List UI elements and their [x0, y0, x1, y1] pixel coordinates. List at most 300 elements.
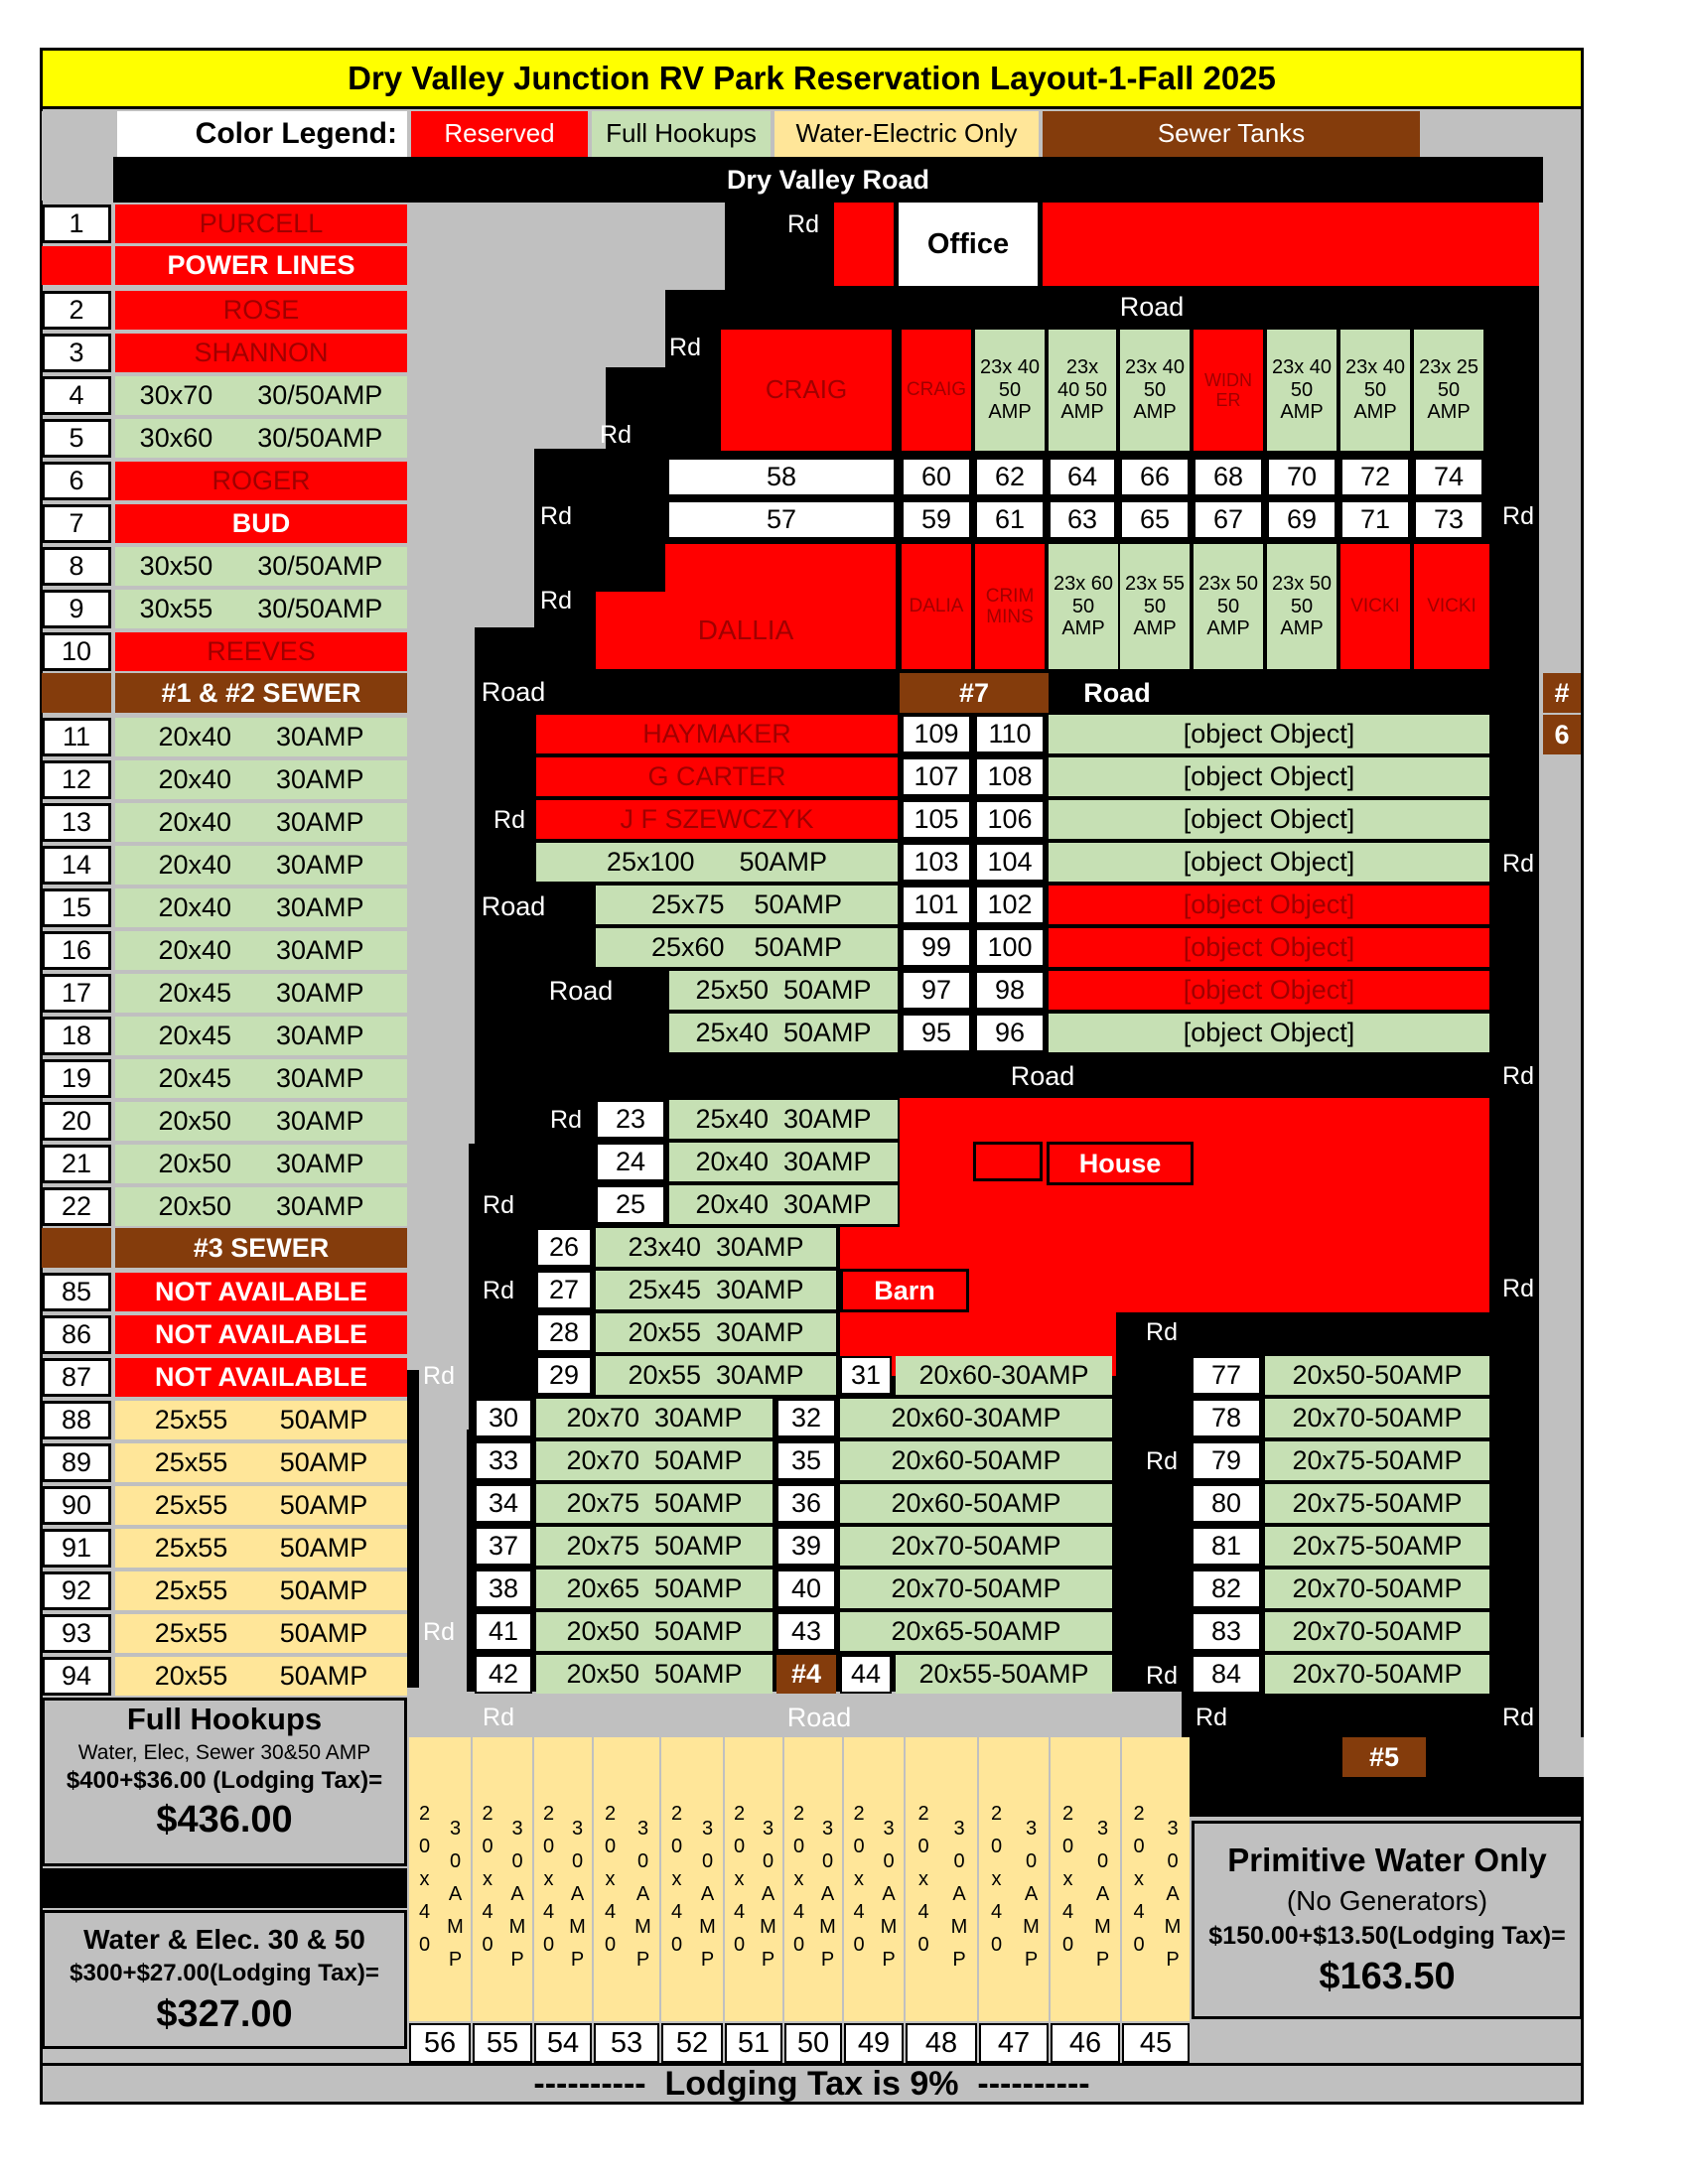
site-number[interactable]: 64 — [1049, 458, 1116, 496]
primitive-site-strip[interactable] — [534, 1737, 592, 2021]
power-lines: POWER LINES — [115, 246, 407, 285]
primitive-size: 2 0 x 4 0 — [733, 1802, 746, 1956]
primitive-size: 2 0 x 4 0 — [482, 1802, 493, 1956]
site-lower[interactable]: 20x65 50AMP — [536, 1570, 773, 1608]
reserved-block-top — [1043, 203, 1539, 286]
site-lower-right[interactable]: 20x75-50AMP — [1265, 1527, 1489, 1566]
primitive-amp: 3 0 A M P — [1023, 1817, 1040, 1971]
primitive-size: 2 0 x 4 0 — [542, 1802, 555, 1956]
site-number[interactable]: 31 — [840, 1356, 892, 1395]
price-full-calc: $400+$36.00 (Lodging Tax)= — [66, 1767, 383, 1795]
site-lower[interactable]: 20x40 30AMP — [669, 1143, 898, 1181]
site-number[interactable]: 74 — [1414, 458, 1483, 496]
site-lower-right[interactable]: 20x70-50AMP — [1265, 1612, 1489, 1651]
site-number: 11 — [42, 718, 111, 756]
primitive-amp: 3 0 A M P — [508, 1817, 526, 1971]
site-right[interactable]: [object Object] — [1049, 971, 1489, 1010]
site-lower[interactable]: 20x50 50AMP — [536, 1655, 773, 1694]
site-spec[interactable]: 23x 40 50 AMP — [1340, 330, 1410, 451]
site-number[interactable]: 81 — [1192, 1527, 1261, 1566]
site-number[interactable]: 57 — [667, 500, 896, 539]
site-number[interactable]: 97 — [902, 971, 971, 1010]
site-number[interactable]: 72 — [1340, 458, 1410, 496]
primitive-size: 2 0 x 4 0 — [418, 1802, 431, 1956]
dry-valley-road: Dry Valley Road — [113, 157, 1543, 203]
site-number[interactable]: 54 — [534, 2023, 592, 2063]
site-22[interactable]: 20x50 30AMP — [115, 1187, 407, 1226]
site-number: 16 — [42, 931, 111, 970]
site-number[interactable]: 58 — [667, 458, 896, 496]
road-rd-label: Rd — [540, 502, 572, 530]
site-number[interactable]: 108 — [975, 757, 1045, 796]
site-number[interactable]: 71 — [1340, 500, 1410, 539]
road-label: Road — [786, 1702, 852, 1732]
site-right[interactable]: [object Object] — [1049, 715, 1489, 753]
site-lower[interactable]: 25x40 30AMP — [669, 1100, 898, 1139]
road-rd-label: Rd — [1502, 1062, 1534, 1090]
site-92[interactable]: 25x55 50AMP — [115, 1571, 407, 1610]
site-number[interactable]: 55 — [473, 2023, 532, 2063]
site-12[interactable]: 20x40 30AMP — [115, 760, 407, 799]
site-16[interactable]: 20x40 30AMP — [115, 931, 407, 970]
site-number[interactable]: 42 — [475, 1655, 532, 1694]
sewer-3: #3 SEWER — [115, 1228, 407, 1268]
site-right[interactable]: [object Object] — [1049, 843, 1489, 882]
primitive-size: 2 0 x 4 0 — [604, 1802, 617, 1956]
site-number: 5 — [42, 419, 111, 458]
site-8[interactable]: 30x50 30/50AMP — [115, 547, 407, 586]
site-widner[interactable]: WIDN ER — [1194, 330, 1263, 451]
site-5[interactable]: 30x60 30/50AMP — [115, 419, 407, 458]
road-rd-label: Rd — [1502, 1704, 1534, 1731]
bg-stair-e — [407, 409, 606, 449]
full-hookups-price-box — [42, 1698, 407, 1866]
site-number: 86 — [42, 1315, 111, 1354]
road-behind-pricing — [42, 1868, 407, 1908]
site-number[interactable]: 36 — [776, 1484, 836, 1523]
site-number: 7 — [42, 504, 111, 543]
primitive-price-box — [1192, 1821, 1583, 2019]
site-number: 93 — [42, 1614, 111, 1653]
site-number[interactable]: 79 — [1192, 1441, 1261, 1480]
primitive-size: 2 0 x 4 0 — [990, 1802, 1003, 1956]
price-full-sub: Water, Elec, Sewer 30&50 AMP — [77, 1740, 371, 1764]
site-dalia-small[interactable]: DALIA — [902, 544, 971, 669]
road-rd-label: Rd — [483, 1277, 514, 1304]
dallia-top — [665, 544, 896, 592]
site-lower[interactable]: 20x65-50AMP — [840, 1612, 1112, 1651]
house-small-box — [973, 1142, 1043, 1181]
site-10[interactable]: REEVES — [115, 632, 407, 671]
site-number[interactable]: 66 — [1120, 458, 1190, 496]
site-number[interactable]: 99 — [902, 928, 971, 967]
site-lower[interactable]: 25x45 30AMP — [596, 1271, 836, 1309]
primitive-amp: 3 0 A M P — [634, 1817, 651, 1971]
site-4[interactable]: 30x70 30/50AMP — [115, 376, 407, 415]
site-number: 17 — [42, 974, 111, 1013]
site-crimmins[interactable]: CRIM MINS — [975, 544, 1045, 669]
site-number: 9 — [42, 590, 111, 628]
primitive-amp: 3 0 A M P — [447, 1817, 464, 1971]
site-spec[interactable]: 23x 60 50 AMP — [1049, 544, 1118, 669]
site-number[interactable]: 68 — [1194, 458, 1263, 496]
site-6[interactable]: ROGER — [115, 462, 407, 500]
site-number: 21 — [42, 1145, 111, 1183]
road-rd-label: Rd — [1196, 1704, 1227, 1731]
site-number: 6 — [42, 462, 111, 500]
site-spec[interactable]: 23x 50 50 AMP — [1267, 544, 1336, 669]
site-89[interactable]: 25x55 50AMP — [115, 1443, 407, 1482]
primitive-site-strip[interactable] — [725, 1737, 782, 2021]
site-lower-right[interactable]: 20x70-50AMP — [1265, 1399, 1489, 1437]
site-number[interactable]: 50 — [784, 2023, 842, 2063]
site-spec[interactable]: 23x 40 50 AMP — [1049, 330, 1116, 451]
road-rd-label: Rd — [483, 1704, 514, 1731]
site-number[interactable]: 45 — [1122, 2023, 1190, 2063]
site-number[interactable]: 46 — [1051, 2023, 1120, 2063]
road-rd-label: Rd — [1146, 1662, 1178, 1690]
site-lower[interactable]: 20x70-50AMP — [840, 1527, 1112, 1566]
site-number[interactable]: 83 — [1192, 1612, 1261, 1651]
legend-full-hookups: Full Hookups — [592, 111, 771, 157]
site-number[interactable]: 70 — [1267, 458, 1336, 496]
site-19[interactable]: 20x45 30AMP — [115, 1059, 407, 1098]
site-14[interactable]: 20x40 30AMP — [115, 846, 407, 885]
primitive-site-strip[interactable] — [844, 1737, 904, 2021]
site-haymaker[interactable]: HAYMAKER — [536, 715, 898, 753]
site-craig[interactable]: CRAIG — [721, 330, 892, 451]
site-number[interactable]: 110 — [975, 715, 1045, 753]
site-number[interactable]: 77 — [1192, 1356, 1261, 1395]
site-number: 8 — [42, 547, 111, 586]
site-number[interactable]: 59 — [902, 500, 971, 539]
site-number[interactable]: 34 — [475, 1484, 532, 1523]
site-right[interactable]: [object Object] — [1049, 1014, 1489, 1052]
site-spec[interactable]: 23x 40 50 AMP — [1120, 330, 1190, 451]
site-number[interactable]: 103 — [902, 843, 971, 882]
site-number[interactable]: 62 — [975, 458, 1045, 496]
site-spec[interactable]: 23x 55 50 AMP — [1120, 544, 1190, 669]
site-right[interactable]: [object Object] — [1049, 800, 1489, 839]
sewer-1-2-gap — [42, 673, 111, 713]
primitive-amp: 3 0 A M P — [950, 1817, 968, 1971]
site-21[interactable]: 20x50 30AMP — [115, 1145, 407, 1183]
site-lower[interactable]: 20x75 50AMP — [536, 1484, 773, 1523]
site-1[interactable]: PURCELL — [115, 205, 407, 243]
bg-corner — [1539, 1737, 1584, 1777]
price-prim-calc: $150.00+$13.50(Lodging Tax)= — [1208, 1921, 1566, 1950]
site-number[interactable]: 23 — [596, 1100, 665, 1139]
road-bottom-right — [1186, 1777, 1583, 1817]
road-rd-label: Rd — [483, 1191, 514, 1219]
site-number[interactable]: 49 — [844, 2023, 904, 2063]
road-rd-label: Rd — [787, 210, 819, 238]
site-lower[interactable]: 20x55 30AMP — [596, 1356, 836, 1395]
site-number[interactable]: 104 — [975, 843, 1045, 882]
site-number: 14 — [42, 846, 111, 885]
site-right[interactable]: [object Object] — [1049, 886, 1489, 924]
site-number[interactable]: 67 — [1194, 500, 1263, 539]
legend-sewer-tanks: Sewer Tanks — [1043, 111, 1420, 157]
site-szewczyk[interactable]: J F SZEWCZYK — [536, 800, 898, 839]
primitive-site-strip[interactable] — [473, 1737, 532, 2021]
site-number[interactable]: 53 — [594, 2023, 659, 2063]
site-number[interactable]: 63 — [1049, 500, 1116, 539]
road-rd-label: Rd — [1146, 1318, 1178, 1346]
site-number[interactable]: 61 — [975, 500, 1045, 539]
site-lower[interactable]: 23x40 30AMP — [596, 1228, 836, 1267]
site-number[interactable]: 28 — [536, 1313, 592, 1352]
bg-stair-k — [407, 627, 475, 1144]
site-number[interactable]: 43 — [776, 1612, 836, 1651]
site-number[interactable]: 40 — [776, 1570, 836, 1608]
bg-stair-b — [407, 278, 665, 328]
site-dallia[interactable]: DALLIA — [596, 592, 896, 669]
site-number[interactable]: 109 — [902, 715, 971, 753]
primitive-size: 2 0 x 4 0 — [917, 1802, 929, 1956]
primitive-site-strip[interactable] — [661, 1737, 723, 2021]
road-rd-label: Rd — [600, 421, 632, 449]
site-number: 1 — [42, 205, 111, 243]
bg-stair-a — [407, 203, 725, 278]
primitive-amp: 3 0 A M P — [569, 1817, 586, 1971]
site-number[interactable]: 48 — [906, 2023, 977, 2063]
power-lines-gap — [42, 246, 111, 285]
site-number[interactable]: 84 — [1192, 1655, 1261, 1694]
site-lower[interactable]: 20x40 30AMP — [669, 1185, 898, 1224]
site-right[interactable]: [object Object] — [1049, 928, 1489, 967]
sewer-1-2: #1 & #2 SEWER — [115, 673, 407, 713]
site-lower[interactable]: 20x60-50AMP — [840, 1441, 1112, 1480]
site-lower-right[interactable]: 20x70-50AMP — [1265, 1570, 1489, 1608]
primitive-site-strip[interactable] — [1051, 1737, 1120, 2021]
primitive-size: 2 0 x 4 0 — [670, 1802, 683, 1956]
primitive-site-strip[interactable] — [594, 1737, 659, 2021]
site-number[interactable]: 65 — [1120, 500, 1190, 539]
site-lower[interactable]: 20x55-50AMP — [896, 1655, 1112, 1694]
site-number: 20 — [42, 1102, 111, 1141]
site-number: 19 — [42, 1059, 111, 1098]
road-label: Road — [1010, 1060, 1075, 1091]
primitive-amp: 3 0 A M P — [1164, 1817, 1182, 1971]
site-lower[interactable]: 20x70 50AMP — [536, 1441, 773, 1480]
site-vicki[interactable]: VICKI — [1340, 544, 1410, 669]
site-number[interactable]: 107 — [902, 757, 971, 796]
lodging-tax-footer: ---------- Lodging Tax is 9% ---------- — [40, 2063, 1584, 2105]
site-number[interactable]: 82 — [1192, 1570, 1261, 1608]
road-rd-label: Rd — [423, 1618, 455, 1646]
site-number[interactable]: 32 — [776, 1399, 836, 1437]
road-rd-label: Rd — [1146, 1447, 1178, 1475]
price-we-title: Water & Elec. 30 & 50 — [83, 1923, 365, 1955]
site-number[interactable]: 44 — [840, 1655, 892, 1694]
site-lower[interactable]: 20x60-30AMP — [840, 1399, 1112, 1437]
sewer-5: #5 — [1342, 1737, 1426, 1777]
site-number[interactable]: 80 — [1192, 1484, 1261, 1523]
site-number[interactable]: 29 — [536, 1356, 592, 1395]
site-number[interactable]: 96 — [975, 1014, 1045, 1052]
site-number[interactable]: 100 — [975, 928, 1045, 967]
site-number: 88 — [42, 1401, 111, 1439]
site-lower-right[interactable]: 20x75-50AMP — [1265, 1484, 1489, 1523]
sewer-6-top: # — [1543, 673, 1581, 713]
site-number[interactable]: 25 — [596, 1185, 665, 1224]
price-prim-title: Primitive Water Only — [1227, 1841, 1547, 1878]
site-85[interactable]: NOT AVAILABLE — [115, 1273, 407, 1311]
site-number[interactable]: 56 — [409, 2023, 471, 2063]
site-25x100[interactable]: 25x100 50AMP — [536, 843, 898, 882]
primitive-size: 2 0 x 4 0 — [853, 1802, 865, 1956]
site-spec[interactable]: 23x 40 50 AMP — [1267, 330, 1336, 451]
road-rd-label: Rd — [1502, 850, 1534, 878]
site-number: 87 — [42, 1358, 111, 1397]
site-lower-right[interactable]: 20x50-50AMP — [1265, 1356, 1489, 1395]
site-15[interactable]: 20x40 30AMP — [115, 888, 407, 927]
page-title: Dry Valley Junction RV Park Reservation Layout-1-Fall 2025 — [40, 48, 1584, 109]
house[interactable]: House — [1047, 1142, 1194, 1185]
site-13[interactable]: 20x40 30AMP — [115, 803, 407, 842]
site-94[interactable]: 20x55 50AMP — [115, 1657, 407, 1696]
price-full-total: $436.00 — [156, 1799, 293, 1842]
site-number[interactable]: 27 — [536, 1271, 592, 1309]
site-9[interactable]: 30x55 30/50AMP — [115, 590, 407, 628]
site-g-carter[interactable]: G CARTER — [536, 757, 898, 796]
site-number[interactable]: 98 — [975, 971, 1045, 1010]
site-spec[interactable]: 23x 40 50 AMP — [975, 330, 1045, 451]
primitive-site-strip[interactable] — [1122, 1737, 1190, 2021]
site-number: 18 — [42, 1017, 111, 1055]
price-we-calc: $300+$27.00(Lodging Tax)= — [70, 1959, 379, 1986]
barn[interactable]: Barn — [840, 1269, 969, 1312]
sewer-3-gap — [42, 1228, 111, 1268]
site-2[interactable]: ROSE — [115, 291, 407, 330]
site-number[interactable]: 24 — [596, 1143, 665, 1181]
site-lower[interactable]: 20x70 30AMP — [536, 1399, 773, 1437]
site-number[interactable]: 51 — [725, 2023, 782, 2063]
site-number[interactable]: 101 — [902, 886, 971, 924]
site-number: 85 — [42, 1273, 111, 1311]
site-number: 92 — [42, 1571, 111, 1610]
site-number[interactable]: 47 — [979, 2023, 1049, 2063]
site-spec[interactable]: 23x 50 50 AMP — [1194, 544, 1263, 669]
primitive-site-strip[interactable] — [906, 1737, 977, 2021]
site-88[interactable]: 25x55 50AMP — [115, 1401, 407, 1439]
site-18[interactable]: 20x45 30AMP — [115, 1017, 407, 1055]
legend-water-electric: Water-Electric Only — [774, 111, 1039, 157]
site-number[interactable]: 69 — [1267, 500, 1336, 539]
site-number[interactable]: 52 — [661, 2023, 723, 2063]
water-electric-price-box — [42, 1910, 407, 2049]
site-lower[interactable]: 20x70-50AMP — [840, 1570, 1112, 1608]
site-lower[interactable]: 20x60-50AMP — [840, 1484, 1112, 1523]
site-86[interactable]: NOT AVAILABLE — [115, 1315, 407, 1354]
site-lower-right[interactable]: 20x75-50AMP — [1265, 1441, 1489, 1480]
site-lower[interactable]: 20x50 50AMP — [536, 1612, 773, 1651]
site-25x75[interactable]: 25x75 50AMP — [596, 886, 898, 924]
site-number: 15 — [42, 888, 111, 927]
sewer-4: #4 — [776, 1655, 836, 1694]
site-17[interactable]: 20x45 30AMP — [115, 974, 407, 1013]
site-lower[interactable]: 20x55 30AMP — [596, 1313, 836, 1352]
site-number: 12 — [42, 760, 111, 799]
bg-stair-d — [407, 367, 606, 409]
site-number[interactable]: 38 — [475, 1570, 532, 1608]
site-91[interactable]: 25x55 50AMP — [115, 1529, 407, 1568]
primitive-amp: 3 0 A M P — [880, 1817, 898, 1971]
site-number: 89 — [42, 1443, 111, 1482]
primitive-amp: 3 0 A M P — [699, 1817, 716, 1971]
site-7[interactable]: BUD — [115, 504, 407, 543]
road-label: Road — [481, 676, 546, 707]
site-vicki[interactable]: VICKI — [1414, 544, 1489, 669]
reserved-near-office — [834, 203, 894, 286]
site-number: 94 — [42, 1657, 111, 1696]
site-lower[interactable]: 20x75 50AMP — [536, 1527, 773, 1566]
site-number[interactable]: 33 — [475, 1441, 532, 1480]
site-right[interactable]: [object Object] — [1049, 757, 1489, 796]
site-craig-small[interactable]: CRAIG — [902, 330, 971, 451]
site-spec[interactable]: 23x 25 50 AMP — [1414, 330, 1483, 451]
site-number[interactable]: 102 — [975, 886, 1045, 924]
site-number[interactable]: 95 — [902, 1014, 971, 1052]
site-number: 90 — [42, 1486, 111, 1525]
site-25x60[interactable]: 25x60 50AMP — [596, 928, 898, 967]
primitive-site-strip[interactable] — [784, 1737, 842, 2021]
primitive-size: 2 0 x 4 0 — [792, 1802, 805, 1956]
site-number: 13 — [42, 803, 111, 842]
site-number[interactable]: 78 — [1192, 1399, 1261, 1437]
site-11[interactable]: 20x40 30AMP — [115, 718, 407, 756]
site-number[interactable]: 35 — [776, 1441, 836, 1480]
site-number[interactable]: 73 — [1414, 500, 1483, 539]
road-rd-label: Rd — [423, 1362, 455, 1390]
site-number: 3 — [42, 334, 111, 372]
price-prim-total: $163.50 — [1319, 1955, 1456, 1997]
bg-stair-g — [407, 496, 534, 627]
bg-stair-f — [407, 449, 534, 496]
site-87[interactable]: NOT AVAILABLE — [115, 1358, 407, 1397]
primitive-site-strip[interactable] — [409, 1737, 471, 2021]
primitive-size: 2 0 x 4 0 — [1061, 1802, 1074, 1956]
site-25x50[interactable]: 25x50 50AMP — [669, 971, 898, 1010]
road-label: Road — [1119, 291, 1185, 322]
site-3[interactable]: SHANNON — [115, 334, 407, 372]
office[interactable]: Office — [899, 203, 1038, 286]
road-label: Road — [481, 890, 546, 921]
site-number[interactable]: 41 — [475, 1612, 532, 1651]
site-number[interactable]: 105 — [902, 800, 971, 839]
site-number[interactable]: 37 — [475, 1527, 532, 1566]
primitive-site-strip[interactable] — [979, 1737, 1049, 2021]
site-number: 22 — [42, 1187, 111, 1226]
site-90[interactable]: 25x55 50AMP — [115, 1486, 407, 1525]
road-rd-label: Rd — [669, 334, 701, 361]
site-number[interactable]: 39 — [776, 1527, 836, 1566]
road-rd-label: Rd — [540, 587, 572, 614]
sewer-6-bottom: 6 — [1543, 715, 1581, 754]
site-20[interactable]: 20x50 30AMP — [115, 1102, 407, 1141]
site-number[interactable]: 26 — [536, 1228, 592, 1267]
site-31[interactable]: 20x60-30AMP — [896, 1356, 1112, 1395]
site-lower-right[interactable]: 20x70-50AMP — [1265, 1655, 1489, 1694]
road-label: Road — [1083, 677, 1151, 708]
site-number[interactable]: 60 — [902, 458, 971, 496]
site-25x40[interactable]: 25x40 50AMP — [669, 1014, 898, 1052]
site-number[interactable]: 30 — [475, 1399, 532, 1437]
site-93[interactable]: 25x55 50AMP — [115, 1614, 407, 1653]
site-number[interactable]: 106 — [975, 800, 1045, 839]
legend-label: Color Legend: — [117, 111, 407, 157]
